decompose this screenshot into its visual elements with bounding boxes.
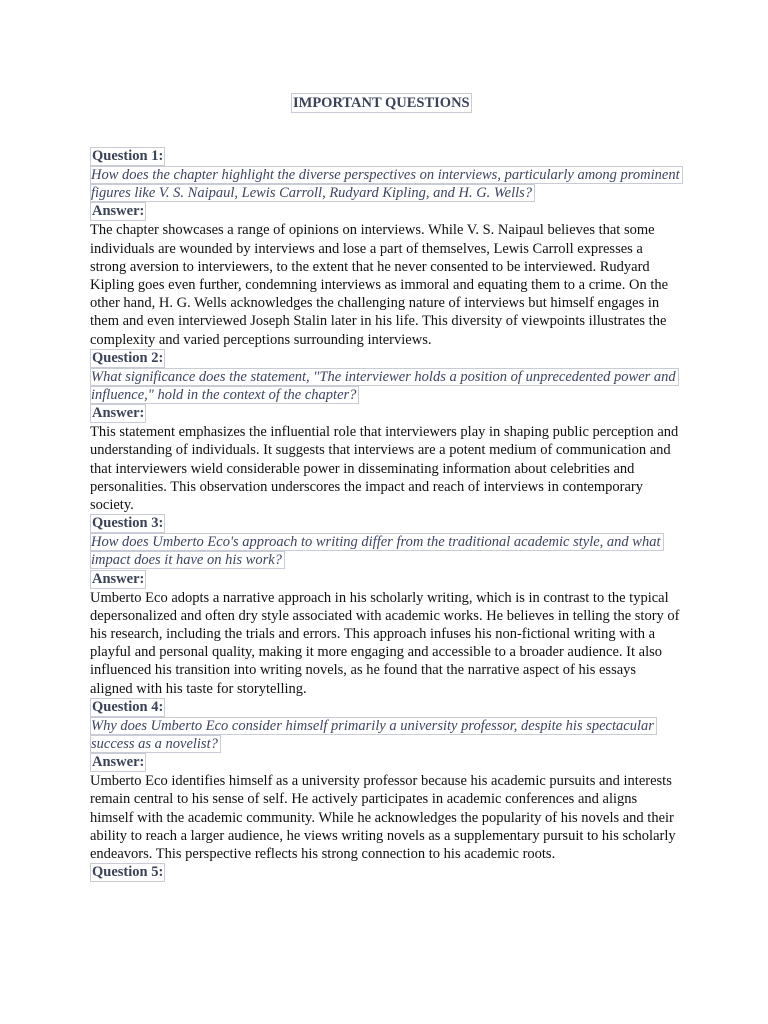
question-text: How does the chapter highlight the diverse perspectives on interviews, particularly among prominent figures like V. S. Naipaul, Lewis Carroll, Rudyard Kipling, and H. G. Wells? xyxy=(90,166,683,202)
page-title: IMPORTANT QUESTIONS xyxy=(293,95,470,111)
question-text: What significance does the statement, "The interviewer holds a position of unprecedented power and influence," hold in the context of the chapter? xyxy=(90,368,679,404)
question-block-2 xyxy=(90,349,680,514)
question-label: Question 4: xyxy=(92,698,164,715)
question-label: Question 1: xyxy=(92,148,164,164)
answer-text: The chapter showcases a range of opinions on interviews. While V. S. Naipaul believes that some individuals are wounded by interviews and lose a part of themselves, Lewis Carroll expresses a strong aversion to interviewers, to the extent that he never consented to be interviewed. Rudyard Kipling goes even further, condemning interviews as immoral and equating them to a crime. On the other hand, H. G. Wells acknowledges the challenging nature of interviews but himself engages in them and even interviewed Joseph Stalin later in his life. This diversity of viewpoints illustrates the complexity and varied perceptions surrounding interviews. xyxy=(90,222,669,348)
question-text: How does Umberto Eco's approach to writing differ from the traditional academic style, and what impact does it have on his work? xyxy=(90,533,664,569)
answer-label: Answer: xyxy=(92,570,145,587)
answer-label: Answer: xyxy=(92,203,145,220)
question-text: Why does Umberto Eco consider himself primarily a university professor, despite his spectacular success as a novelist? xyxy=(90,717,657,753)
question-label: Question 2: xyxy=(92,349,164,366)
questions-list xyxy=(90,147,680,882)
answer-label: Answer: xyxy=(92,405,145,422)
question-block-1 xyxy=(90,147,680,349)
answer-text: Umberto Eco identifies himself as a university professor because his academic pursuits and interests remain central to his sense of self. He actively participates in academic conferences and aligns himself with the academic community. While he acknowledges the popularity of his novels and their ability to reach a larger audience, he views writing novels as a supplementary pursuit to his scholarly endeavors. This perspective reflects his strong connection to his academic roots. xyxy=(90,773,676,863)
answer-label: Answer: xyxy=(92,754,145,771)
question-label: Question 3: xyxy=(92,515,164,532)
question-block-3 xyxy=(90,514,680,698)
question-block-5 xyxy=(90,863,680,882)
answer-text: Umberto Eco adopts a narrative approach in his scholarly writing, which is in contrast to the typical depersonalized and often dry style associated with academic works. He believes in telling the story of his research, including the trials and errors. This approach infuses his non-fictional writing with a playful and personal quality, making it more engaging and accessible to a broader audience. It also influenced his transition into writing novels, as he found that the narrative aspect of his essays aligned with his taste for storytelling. xyxy=(90,589,680,697)
question-block-4 xyxy=(90,698,680,863)
question-label: Question 5: xyxy=(92,864,164,881)
answer-text: This statement emphasizes the influential role that interviewers play in shaping public perception and understanding of individuals. It suggests that interviews are a potent medium of communication and that interviewers wield considerable power in disseminating information about celebrities and personalities. This observation underscores the impact and reach of interviews in contemporary society. xyxy=(90,424,679,514)
